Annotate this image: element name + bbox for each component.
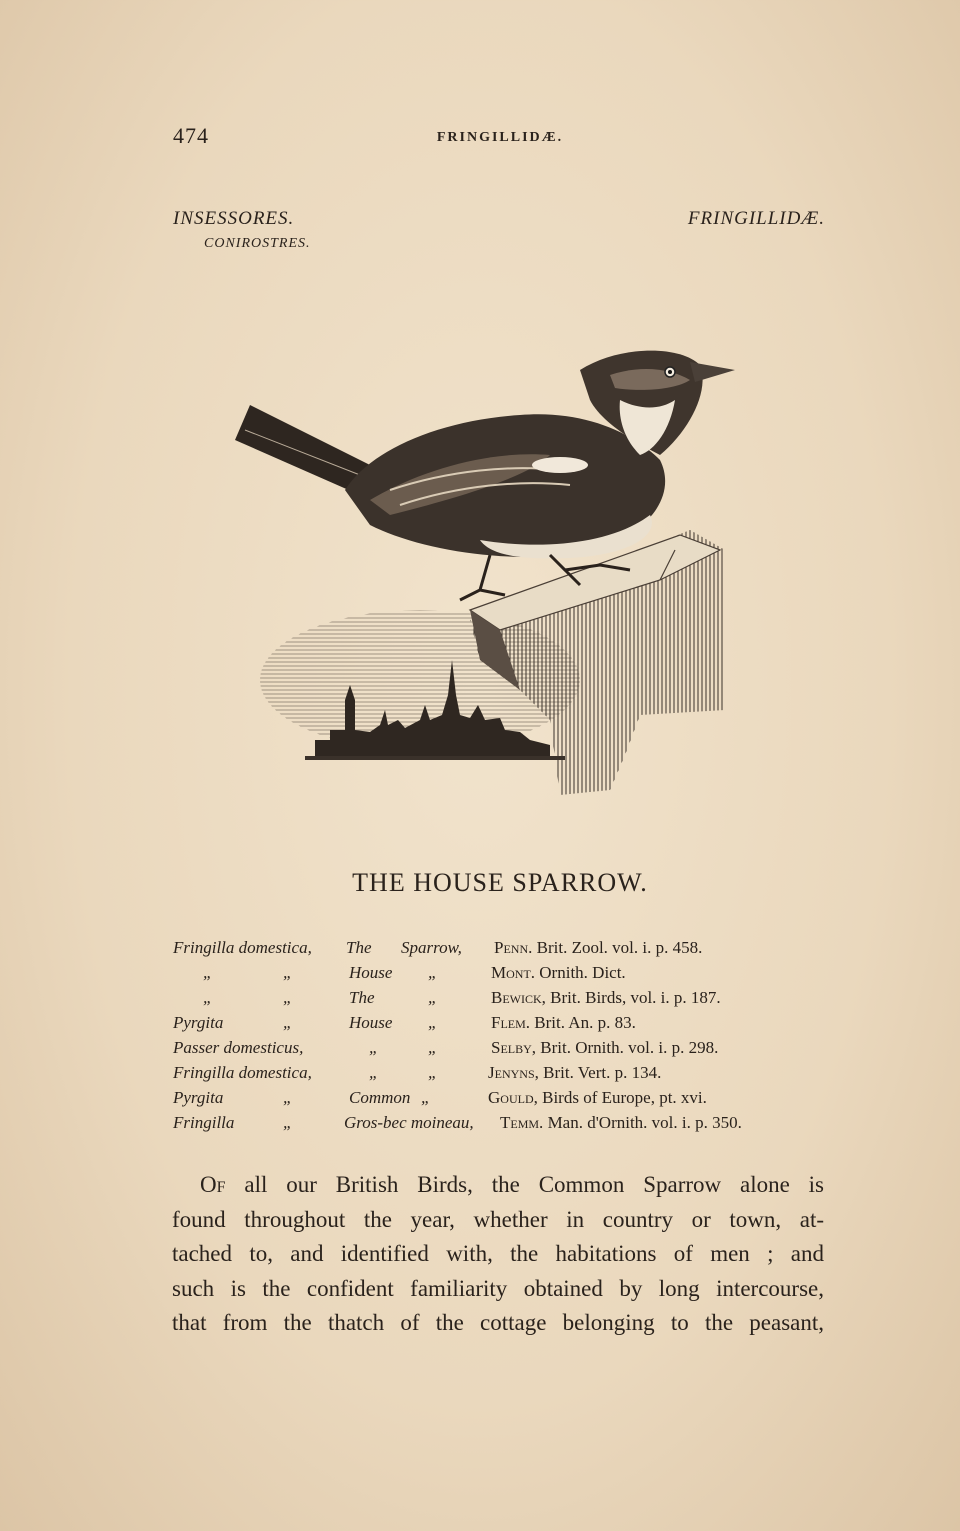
synonymy-reference (491, 963, 626, 983)
synonymy-reference (500, 1113, 742, 1133)
synonymy-source: Brit. Ornith. vol. i. p. 298. (540, 1038, 719, 1057)
synonymy-ditto: „ (428, 1013, 438, 1032)
synonymy-source: Brit. Zool. vol. i. p. 458. (536, 938, 703, 957)
body-line-text: all our British Birds, the Common Sparrow alone is (244, 1172, 825, 1197)
synonymy-reference (491, 988, 721, 1008)
suborder-label: CONIROSTRES. (204, 236, 311, 251)
synonymy-author: Selby, (491, 1038, 537, 1057)
synonymy-common: Common (349, 1088, 411, 1107)
synonymy-ditto: „ (283, 988, 293, 1007)
synonymy-source: Brit. Vert. p. 134. (543, 1063, 662, 1082)
synonymy-author: Jenyns, (488, 1063, 539, 1082)
synonymy-author: Bewick, (491, 988, 546, 1007)
synonymy-ditto: „ (428, 1038, 438, 1057)
synonymy-genus: Pyrgita (173, 1088, 224, 1107)
synonymy-author: Gould, (488, 1088, 538, 1107)
body-line (172, 1168, 824, 1203)
synonymy-common: House (349, 963, 393, 982)
family-label: FRINGILLIDÆ. (687, 208, 825, 229)
synonymy-common: The (346, 938, 372, 957)
synonymy-ditto: „ (428, 1063, 438, 1082)
synonymy-ditto: „ (283, 1088, 293, 1107)
synonymy-common: Sparrow, (401, 938, 462, 957)
synonymy-ditto: „ (369, 1038, 379, 1057)
synonymy-genus: Fringilla (173, 1113, 235, 1132)
synonymy-genus: Pyrgita (173, 1013, 224, 1032)
synonymy-author: Temm. (500, 1113, 544, 1132)
running-head: FRINGILLIDÆ. (436, 130, 564, 145)
synonymy-reference (488, 1063, 661, 1083)
synonymy-common: House (349, 1013, 393, 1032)
synonymy-ditto: „ (283, 1013, 293, 1032)
synonymy-ditto: „ (421, 1088, 431, 1107)
synonymy-source: Ornith. Dict. (539, 963, 626, 982)
sparrow-engraving (220, 300, 740, 810)
order-label: INSESSORES. (173, 208, 295, 229)
synonymy-genus: Fringilla domestica, (173, 1063, 312, 1082)
synonymy-ditto: „ (369, 1063, 379, 1082)
synonymy-source: Brit. Birds, vol. i. p. 187. (550, 988, 721, 1007)
body-line: tached to, and identified with, the habitations of men ; and (172, 1241, 824, 1266)
body-line: that from the thatch of the cottage belonging to the peasant, (172, 1310, 824, 1335)
synonymy-common: Gros-bec moineau, (344, 1113, 474, 1132)
synonymy-ditto: „ (203, 988, 213, 1007)
synonymy-reference (491, 1013, 636, 1033)
plate-title: THE HOUSE SPARROW. (352, 868, 648, 897)
synonymy-author: Penn. (494, 938, 533, 957)
body-line: found throughout the year, whether in country or town, at- (172, 1206, 824, 1232)
synonymy-source: Man. d'Ornith. vol. i. p. 350. (547, 1113, 742, 1132)
synonymy-genus: Passer domesticus, (173, 1038, 304, 1057)
synonymy-reference (488, 1088, 707, 1108)
synonymy-ditto: „ (283, 963, 293, 982)
synonymy-source: Brit. An. p. 83. (534, 1013, 636, 1032)
synonymy-reference (491, 1038, 718, 1058)
page-number: 474 (173, 123, 209, 148)
body-line: such is the confident familiarity obtained by long intercourse, (172, 1275, 824, 1301)
body-paragraph (172, 1168, 824, 1341)
synonymy-common: The (349, 988, 375, 1007)
synonymy-ditto: „ (428, 963, 438, 982)
synonymy-ditto: „ (283, 1113, 293, 1132)
synonymy-reference (494, 938, 702, 958)
synonymy-author: Flem. (491, 1013, 531, 1032)
synonymy-author: Mont. (491, 963, 536, 982)
synonymy-ditto: „ (203, 963, 213, 982)
drop-word: Of (200, 1172, 226, 1197)
synonymy-genus: Fringilla domestica, (173, 938, 312, 957)
synonymy-source: Birds of Europe, pt. xvi. (542, 1088, 707, 1107)
synonymy-ditto: „ (428, 988, 438, 1007)
